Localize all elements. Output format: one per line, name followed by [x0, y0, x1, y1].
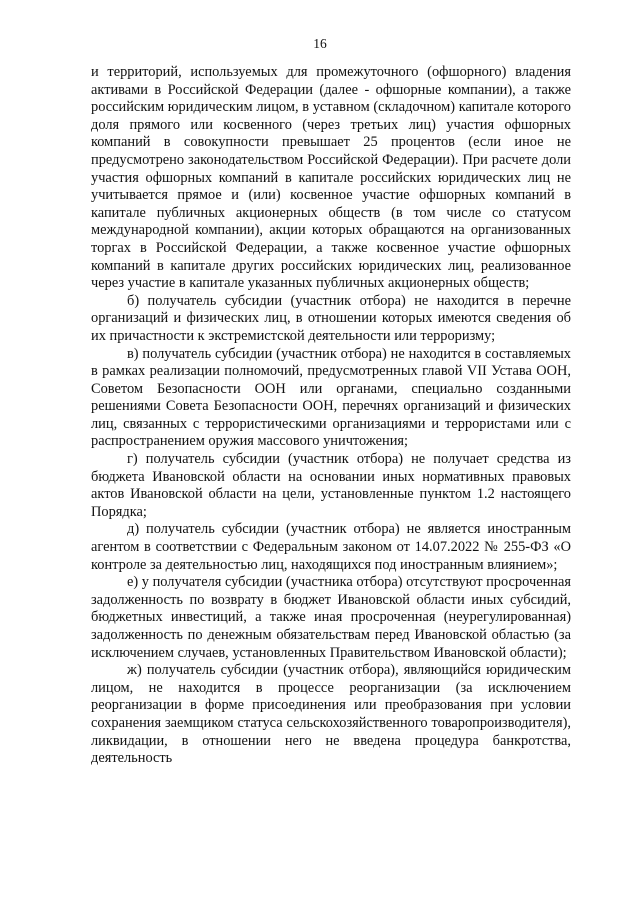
paragraph-item-d: д) получатель субсидии (участник отбора) не является иностранным агентом в соответствии с Федеральным законом от 14.07.2022 № 255-ФЗ «О контроле за деятельностью лиц, находящихся под иностранным влиянием»; [91, 521, 571, 573]
paragraph-offshore-continuation: и территорий, используемых для промежуточного (офшорного) владения активами в Российской Федерации (далее - офшорные компании), а также российским юридическим лицом, в уставном (складочном) капитале которого доля прямого или косвенного (через третьих лиц) участия офшорных компаний в совокупности превышает 25 процентов (если иное не предусмотрено законодательством Российской Федерации). При расчете доли участия офшорных компаний в капитале российских юридических лиц не учитывается прямое и (или) косвенное участие офшорных компаний в капитале публичных акционерных обществ (в том числе со статусом международной компании), акции которых обращаются на организованных торгах в Российской Федерации, а также косвенное участие офшорных компаний в капитале других российских юридических лиц, реализованное через участие в капитале указанных публичных акционерных обществ; [91, 64, 571, 292]
paragraph-item-b: б) получатель субсидии (участник отбора) не находится в перечне организаций и физических лиц, в отношении которых имеются сведения об их причастности к экстремистской деятельности или терроризму; [91, 292, 571, 344]
paragraph-item-zh: ж) получатель субсидии (участник отбора), являющийся юридическим лицом, не находится в процессе реорганизации (за исключением реорганизации в форме присоединения или преобразования при условии сохранения заемщиком статуса сельскохозяйственного товаропроизводителя), ликвидации, в отношении него не введена процедура банкротства, деятельность [91, 662, 571, 767]
paragraph-item-e: е) у получателя субсидии (участника отбора) отсутствуют просроченная задолженность по возврату в бюджет Ивановской области иных субсидий, бюджетных инвестиций, а также иная просроченная (неурегулированная) задолженность по денежным обязательствам перед Ивановской областью (за исключением случаев, установленных Правительством Ивановской области); [91, 574, 571, 661]
page-number: 16 [313, 36, 327, 51]
document-body [91, 64, 571, 768]
paragraph-item-g: г) получатель субсидии (участник отбора) не получает средства из бюджета Ивановской области на основании иных нормативных правовых актов Ивановской области на цели, установленные пунктом 1.2 настоящего Порядка; [91, 451, 571, 520]
paragraph-item-v: в) получатель субсидии (участник отбора) не находится в составляемых в рамках реализации полномочий, предусмотренных главой VII Устава ООН, Советом Безопасности ООН или органами, специально созданными решениями Совета Безопасности ООН, перечнях организаций и физических лиц, связанных с террористическими организациями и террористами или с распространением оружия массового уничтожения; [91, 345, 571, 450]
